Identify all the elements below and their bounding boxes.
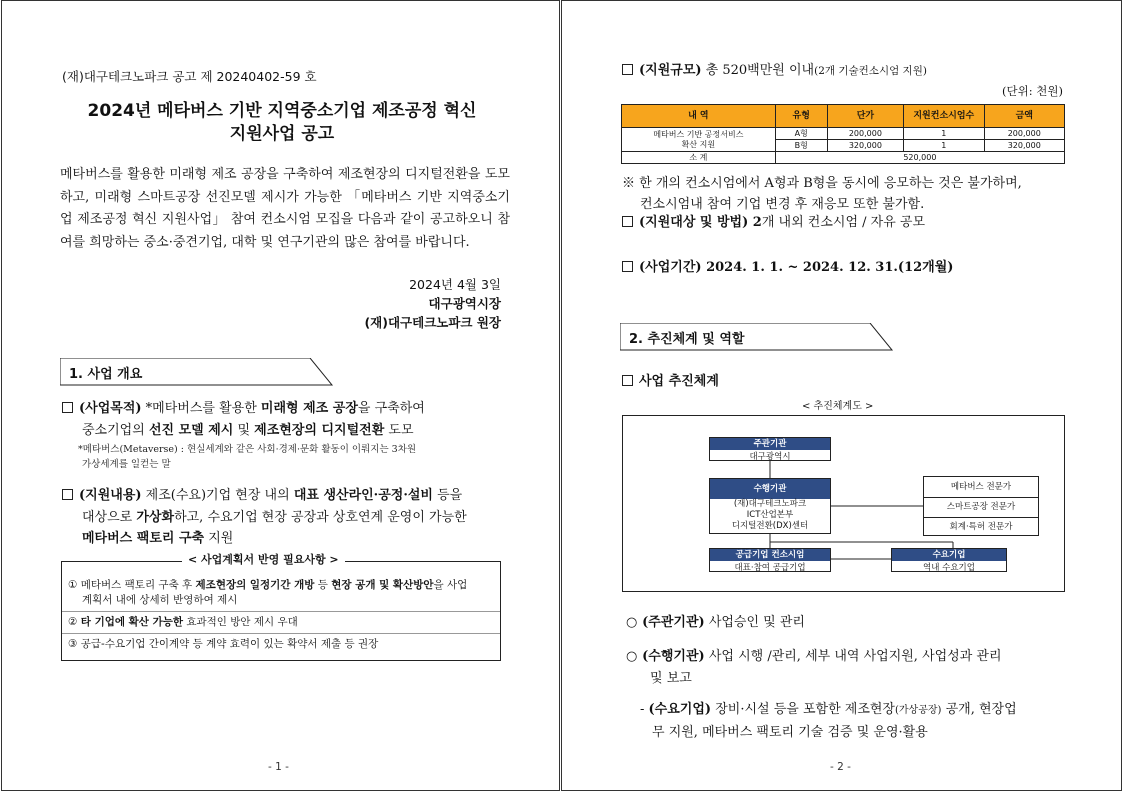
intro-paragraph: 메타버스를 활용한 미래형 제조 공장을 구축하여 제조현장의 디지털전환을 도모하고, 미래형 스마트공장 선진모델 제시가 가능한 「메타버스 기반 지역중소기업 제조공정 혁신 지원사업」 참여 컨소시엄 모집을 다음과 같이 공고하오니 참여를 희망하는 중소·중견기업, 대학 및 연구기관의 많은 참여를 바랍니다.: [60, 167, 510, 250]
content-bold: 가상화: [136, 509, 175, 525]
role-label: (수요기업): [648, 702, 712, 717]
expert-metaverse: 메타버스 전문가: [924, 477, 1038, 498]
demand-org-box: [891, 548, 1007, 572]
checkbox-icon: [622, 216, 633, 227]
content-item: [62, 485, 507, 550]
exec-org-title: 수행기관: [710, 479, 830, 499]
content-text: 제조(수요)기업 현장 내의: [141, 488, 294, 503]
role-exec: [626, 646, 1066, 689]
scale-text: 총 520백만원 이내: [701, 63, 815, 78]
table-cell: 200,000: [984, 128, 1064, 140]
demand-org-title: 수요기업: [892, 549, 1006, 561]
expert-box: [923, 476, 1039, 536]
content-text: 하고, 수요기업 현장 공장과 상호연계 운영이 가능한: [174, 509, 467, 525]
org-heading-text: 사업 추진체계: [639, 374, 719, 389]
circle-bullet-icon: ○: [626, 615, 638, 630]
warning-note: [622, 173, 1067, 215]
table-cell: A형: [775, 128, 827, 140]
period-label: (사업기간): [639, 260, 702, 275]
purpose-bold: 선진 모델 제시: [148, 422, 234, 438]
warning-line-2: 컨소시엄내 참여 기업 변경 후 재응모 또한 불가함.: [640, 197, 925, 212]
table-cell: 320,000: [984, 140, 1064, 152]
requirements-title: < 사업계획서 반영 필요사항 >: [182, 551, 345, 567]
host-org-box: [709, 437, 831, 461]
role-text-small: (가상공장): [895, 705, 942, 716]
warning-line-1: ※ 한 개의 컨소시엄에서 A형과 B형을 동시에 응모하는 것은 불가하며,: [622, 176, 1022, 191]
role-label: (수행기관): [642, 649, 705, 664]
table-header: 유형: [775, 105, 827, 128]
signer-director: (재)대구테크노파크 원장: [364, 315, 501, 330]
role-text: 사업승인 및 관리: [704, 615, 805, 630]
req-text: 을 사업: [433, 579, 468, 591]
content-bold: 메타버스 팩토리 구축: [82, 531, 205, 546]
purpose-bold: 미래형 제조 공장: [260, 401, 358, 416]
req-bold: 타 기업에 확산 가능한: [80, 616, 184, 628]
signer-mayor: 대구광역시장: [428, 296, 501, 311]
scale-sub: (2개 기술컨소시엄 지원): [814, 65, 927, 77]
content-bold: 대표 생산라인·공정·설비: [293, 488, 433, 503]
section-1-title: 1. 사업 개요: [69, 367, 143, 382]
section-2-title: 2. 추진체계 및 역할: [629, 332, 745, 347]
org-heading: [622, 371, 719, 393]
req-text: ②: [68, 616, 81, 628]
subtotal-label: 소 계: [622, 152, 776, 164]
table-subtotal-row: [622, 152, 1065, 164]
circle-bullet-icon: ○: [626, 649, 638, 664]
exec-org-line: (재)대구테크노파크: [733, 499, 807, 509]
content-text: 대상으로: [82, 509, 137, 525]
table-header: 지원컨소시엄수: [904, 105, 984, 128]
org-chart: [622, 415, 1065, 592]
checkbox-icon: [622, 261, 633, 272]
purpose-item: [62, 398, 512, 472]
section-2-header: [620, 323, 895, 349]
req-text: 계획서 내에 상세히 반영하여 제시: [82, 594, 238, 606]
table-cell: 1: [904, 128, 984, 140]
content-label: (지원내용): [79, 488, 142, 503]
notice-number: (재)대구테크노파크 공고 제 20240402-59 호: [62, 69, 317, 84]
page-2: [561, 0, 1122, 791]
checkbox-icon: [62, 402, 73, 413]
period-text: 2024. 1. 1. ~ 2024. 12. 31.(12개월): [701, 260, 954, 275]
demand-org-name: 역내 수요기업: [923, 563, 975, 573]
title-line-2: 지원사업 공고: [229, 124, 335, 144]
purpose-label: (사업목적): [79, 401, 142, 416]
role-demand: - (수요기업) 장비·시설 등을 포함한 제조현장(가상공장) 공개, 현장업 무 지원, 메타버스 팩토리 기술 검증 및 운영·활용: [640, 699, 1068, 743]
table-header-row: [622, 105, 1065, 128]
content-text: 등을: [432, 488, 463, 503]
req-bold: 제조현장의 일정기간 개방: [195, 579, 315, 591]
role-text: 및 보고: [650, 670, 692, 686]
scale-label: (지원규모): [639, 63, 702, 78]
checkbox-icon: [622, 375, 633, 386]
org-caption: < 추진체계도 >: [802, 401, 874, 412]
host-org-title: 주관기관: [710, 438, 830, 450]
exec-org-box: [709, 478, 831, 534]
period-item: [622, 257, 953, 279]
exec-org-line: ICT산업본부: [746, 510, 794, 520]
section-1-header: [60, 358, 335, 384]
scale-item: [622, 60, 927, 83]
subtotal-value: 520,000: [775, 152, 1064, 164]
page-number: - 2 -: [830, 761, 851, 773]
metaverse-footnote-2: 가상세계를 일컫는 말: [82, 459, 171, 470]
table-header: 단가: [827, 105, 903, 128]
table-header: 금액: [984, 105, 1064, 128]
item-name-line: 확산 지원: [681, 139, 716, 149]
table-cell-item: [622, 128, 776, 152]
supply-org-name: 대표·참여 공급기업: [734, 563, 806, 573]
target-text: 개 내외 컨소시엄 / 자유 공모: [761, 215, 926, 230]
requirement-2: [62, 612, 500, 634]
requirement-1: [62, 575, 500, 612]
page-1: [1, 0, 560, 791]
role-text: 사업 시행 /관리, 세부 내역 사업지원, 사업성과 관리: [704, 649, 1002, 664]
table-row: [622, 128, 1065, 140]
role-label: (주관기관): [642, 615, 705, 630]
purpose-text: 중소기업의: [82, 422, 149, 438]
req-bold: 현장 공개 및 확산방안: [331, 579, 434, 591]
item-name-line: 메타버스 기반 공정서비스: [653, 129, 744, 139]
req-text: ① 메타버스 팩토리 구축 후: [68, 579, 196, 591]
table-cell: 200,000: [827, 128, 903, 140]
page-title: [42, 100, 522, 146]
purpose-text: *메타버스를 활용한: [141, 401, 261, 416]
purpose-bold: 제조현장의 디지털전환: [254, 422, 385, 438]
budget-table: [621, 104, 1065, 164]
checkbox-icon: [622, 64, 633, 75]
supply-org-box: [709, 548, 831, 572]
purpose-text: 도모: [384, 422, 414, 438]
purpose-text: 을 구축하여: [357, 401, 425, 416]
expert-smartfactory: 스마트공장 전문가: [924, 498, 1038, 518]
role-text: 장비·시설 등을 포함한 제조현장: [711, 702, 895, 717]
requirement-3: ③ 공급-수요기업 간이계약 등 계약 효력이 있는 확약서 제출 등 권장: [68, 638, 379, 650]
content-text: 지원: [204, 531, 234, 546]
requirements-box: [61, 561, 501, 661]
table-cell: 1: [904, 140, 984, 152]
supply-org-title: 공급기업 컨소시엄: [710, 549, 830, 561]
host-org-name: 대구광역시: [749, 452, 791, 462]
purpose-text: 및: [233, 422, 255, 438]
notice-date: 2024년 4월 3일: [409, 277, 501, 292]
expert-accounting: 회계·특허 전문가: [949, 522, 1013, 532]
role-host: [626, 612, 805, 634]
table-cell: B형: [775, 140, 827, 152]
exec-org-line: 디지털전환(DX)센터: [731, 521, 809, 531]
req-text: 효과적인 방안 제시 우대: [183, 616, 298, 628]
target-item: [622, 212, 925, 234]
target-number: 2: [748, 215, 762, 230]
checkbox-icon: [62, 489, 73, 500]
title-line-1: 2024년 메타버스 기반 지역중소기업 제조공정 혁신: [87, 101, 477, 121]
table-cell: 320,000: [827, 140, 903, 152]
table-header: 내 역: [622, 105, 776, 128]
target-label: (지원대상 및 방법): [639, 215, 749, 230]
page-number: - 1 -: [268, 761, 289, 773]
metaverse-footnote: *메타버스(Metaverse) : 현실세계와 같은 사회·경제·문화 활동이 이뤄지는 3차원: [78, 444, 417, 455]
role-text: 공개, 현장업: [941, 702, 1017, 717]
req-text: 등: [314, 579, 332, 591]
role-text: 무 지원, 메타버스 팩토리 기술 검증 및 운영·활용: [652, 724, 928, 740]
unit-label: (단위: 천원): [1002, 84, 1063, 98]
signature-block: [364, 275, 501, 332]
